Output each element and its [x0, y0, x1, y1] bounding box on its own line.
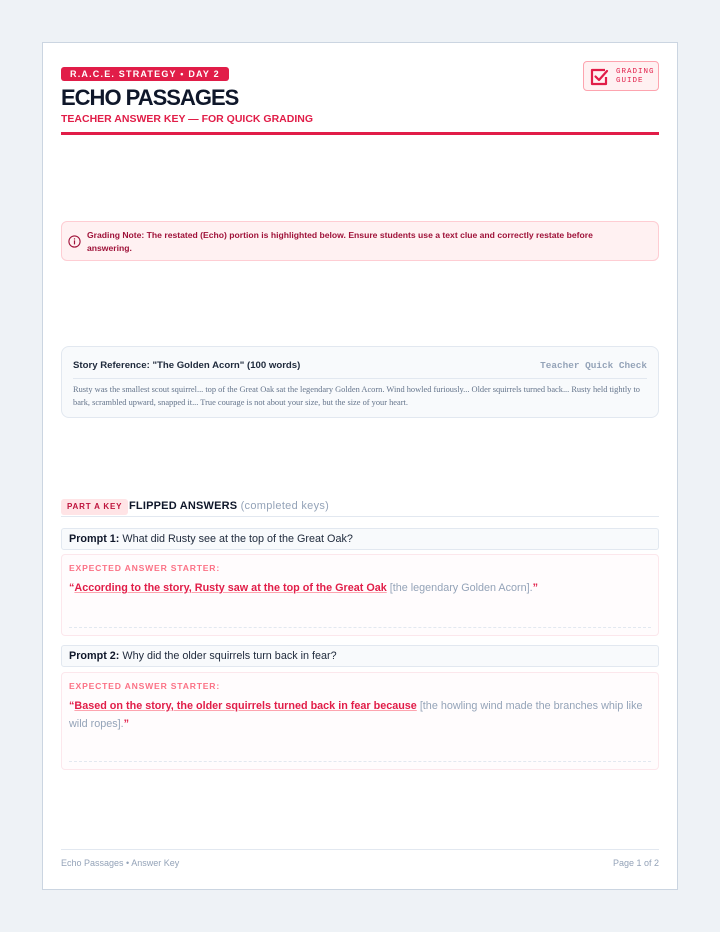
strategy-pill: R.A.C.E. STRATEGY • DAY 2 [61, 67, 229, 81]
answer-1-open-quote: “ [69, 582, 75, 594]
part-a-header [61, 499, 659, 515]
prompt-2-label: Prompt 2: [69, 650, 120, 662]
answer-2-open-quote: “ [69, 700, 75, 712]
part-chip: PART A KEY [61, 499, 128, 515]
header-divider [61, 132, 659, 135]
prompt-2-question: Why did the older squirrels turn back in fear? [122, 650, 337, 662]
answer-1-label: EXPECTED ANSWER STARTER: [69, 563, 220, 573]
part-divider [61, 516, 659, 517]
checkbox-check-icon [589, 67, 609, 87]
prompt-1 [61, 528, 659, 550]
badge-line-2: GUIDE [616, 77, 644, 85]
answer-2-text [69, 698, 646, 733]
prompt-2 [61, 645, 659, 667]
answer-2-label: EXPECTED ANSWER STARTER: [69, 681, 220, 691]
story-reference-card [61, 346, 659, 418]
grading-note [61, 221, 659, 261]
answer-key-1 [61, 554, 659, 636]
grading-guide-badge [583, 61, 659, 91]
worksheet-page [42, 42, 678, 890]
page-number: Page 1 of 2 [612, 858, 659, 868]
footer-divider [61, 849, 659, 850]
page-subtitle: TEACHER ANSWER KEY — FOR QUICK GRADING [61, 113, 314, 125]
story-excerpt: Rusty was the smallest scout squirrel... top of the Great Oak sat the legendary Golden Acorn. Wind howled furiously... Older squirrels turned back... Rusty held tightly to bark, scrambled upward, snapped it... True courage is not about your size, but the size of your heart. [73, 385, 640, 407]
prompt-1-question: What did Rusty see at the top of the Great Oak? [122, 533, 353, 545]
answer-1-echo: According to the story, Rusty saw at the top of the Great Oak [74, 582, 387, 594]
prompt-1-label: Prompt 1: [69, 533, 120, 545]
story-divider [73, 378, 647, 379]
info-circle-icon [68, 235, 81, 248]
answer-1-text [69, 580, 646, 598]
badge-line-1: GRADING [616, 68, 655, 76]
answer-2-detail: [the howling wind made the branches whip like wild ropes]. [69, 700, 643, 730]
footer-title: Echo Passages • Answer Key [61, 858, 180, 868]
part-title-text: FLIPPED ANSWERS [129, 500, 238, 512]
answer-key-2 [61, 672, 659, 770]
quick-check-label: Teacher Quick Check [540, 360, 647, 371]
story-title: Story Reference: "The Golden Acorn" (100 words) [73, 360, 301, 371]
answer-2-writing-line [69, 761, 651, 762]
part-title [129, 500, 329, 512]
badge-label [616, 68, 660, 86]
answer-1-detail: [the legendary Golden Acorn]. [389, 582, 533, 594]
grading-note-text: Grading Note: The restated (Echo) portion is highlighted below. Ensure students use a text clue and correctly restate before answering. [87, 230, 593, 253]
page-content [61, 43, 659, 889]
answer-2-echo: Based on the story, the older squirrels turned back in fear because [74, 700, 417, 712]
answer-2-close-quote: ” [123, 717, 130, 730]
part-subtitle: (completed keys) [240, 500, 330, 512]
answer-1-close-quote: ” [532, 582, 539, 594]
page-title: ECHO PASSAGES [61, 85, 239, 110]
answer-1-writing-line [69, 627, 651, 628]
